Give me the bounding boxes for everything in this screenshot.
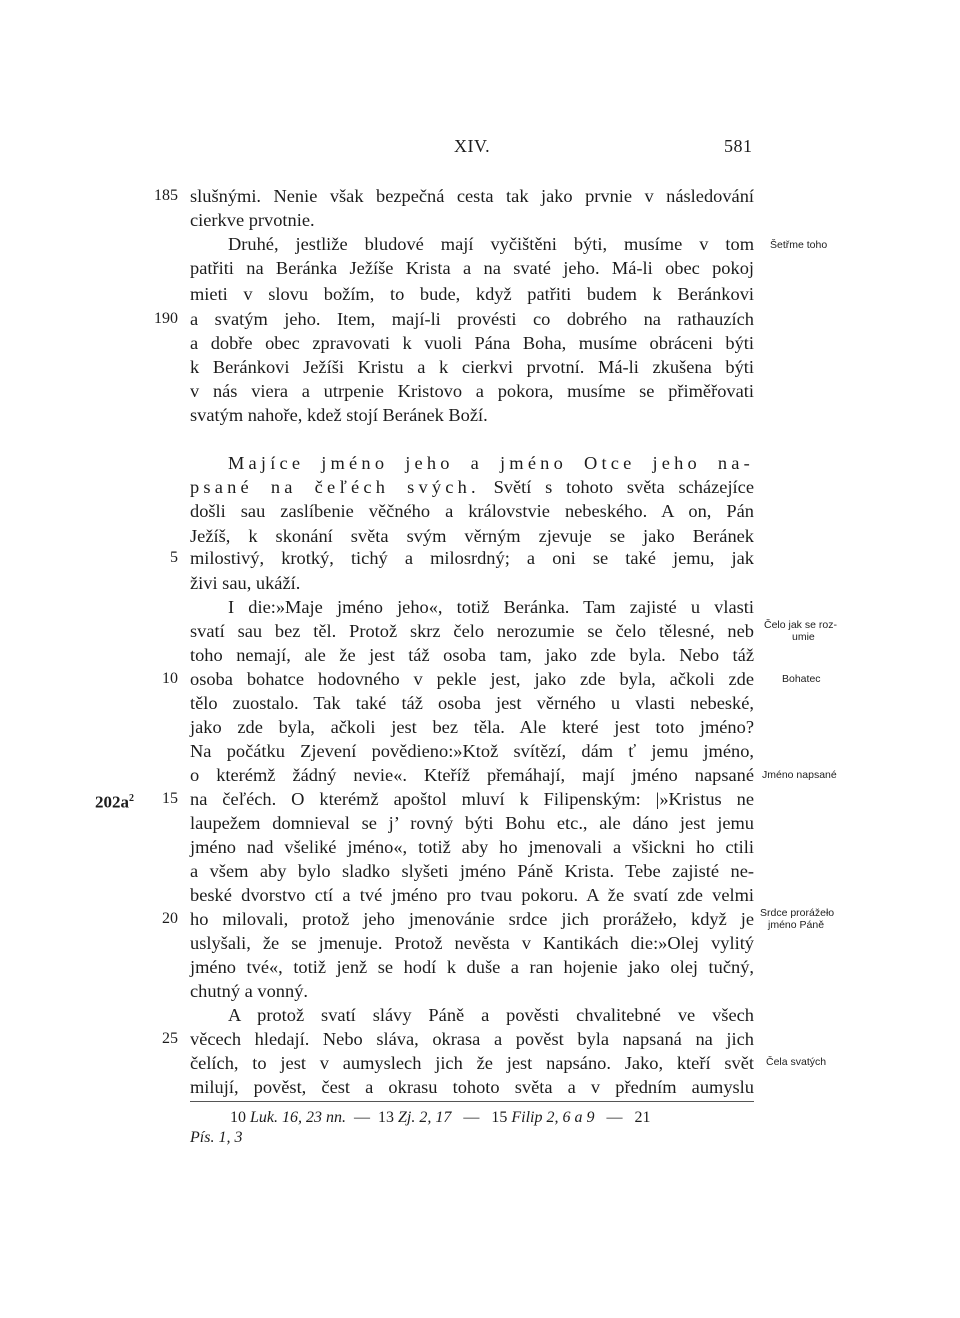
footnote-separator: — <box>354 1109 370 1126</box>
text-line: Na počátku Zjevení povědieno:»Ktož svítězí, dám ť jemu jméno, <box>190 741 754 761</box>
folio-text: 202a <box>95 792 129 812</box>
line-number: 15 <box>162 790 178 807</box>
text-line <box>190 477 754 497</box>
footnote-number: 10 <box>230 1109 246 1126</box>
text-line: jméno nad všeliké jméno«, totiž aby ho jmenovali a všickni ho ctili <box>190 837 754 857</box>
text-line: toho nemají, ale že jest táž osoba tam, jako zde byla. Nebo táž <box>190 645 754 665</box>
line-number: 20 <box>162 910 178 927</box>
margin-note: umie <box>792 631 815 643</box>
footnote-line <box>190 1128 242 1148</box>
footnote-reference: Zj. 2, 17 <box>398 1109 452 1126</box>
line-number: 190 <box>154 310 178 327</box>
line-number: 10 <box>162 670 178 687</box>
text-line: svatí sau bez těl. Protož skrz čelo nerozumie se čelo tělesné, neb <box>190 621 754 641</box>
footnote-separator: — <box>463 1109 480 1126</box>
footnote-number: 21 <box>634 1109 651 1126</box>
text-line: na čeľéch. O kterémž apoštol mluví k Filipenským: |»Kristus ne <box>190 789 754 809</box>
footnote-number: 15 <box>491 1109 508 1126</box>
text-line: tělo zuostalo. Tak také táž osoba jest věrného u vlasti nebeské, <box>190 693 754 713</box>
text-line: patřiti na Beránka Ježíše Krista a na svaté jeho. Má-li obec pokoj <box>190 258 754 278</box>
text-line: milují, pověst, čest a okrasu tohoto světa a v předním aumyslu <box>190 1077 754 1097</box>
text-line: chutný a vonný. <box>190 981 308 1001</box>
text-line: cierkve prvotnie. <box>190 210 315 230</box>
folio-marker <box>95 789 134 813</box>
text-line: svatým nahoře, kdež stojí Beránek Boží. <box>190 405 488 425</box>
folio-superscript: 2 <box>129 793 134 804</box>
text-line: Ježíš, k skonání světa svým věrným zjevuje se jako Beránek <box>190 526 754 546</box>
text-line: k Beránkovi Ježíši Kristu a k cierkvi prvotní. Má-li zkušena býti <box>190 357 754 377</box>
text-line: osoba bohatce hodovného v pekle jest, jako zde byla, ačkoli zde <box>190 669 754 689</box>
text-line: živi sau, ukáží. <box>190 573 301 593</box>
text-line: jako zde byla, ačkoli jest bez těla. Ale které jest toto jméno? <box>190 717 754 737</box>
text-line: a všem aby bylo sladko slyšeti jméno Páně Krista. Tebe zajisté ne- <box>190 861 754 881</box>
spaced-lemma: psané na čeľéch svých. <box>190 477 480 497</box>
text-line: ho milovali, protož jeho jmenovánie srdce jich prorážeło, když je <box>190 909 754 929</box>
footnote-number: 13 <box>378 1109 394 1126</box>
text-line: a svatým jeho. Item, mají-li provésti co dobrého na rathauzích <box>190 309 754 329</box>
text-line: beské dvorstvo ctí a tvé jméno pro tvau pokoru. A že svatí zde velmi <box>190 885 754 905</box>
text-line: v nás viera a utrpenie Kristovo a pokora, musíme se přiměřovati <box>190 381 754 401</box>
text-line: uslyšali, že se jmenuje. Protož nevěsta v Kantikách die:»Olej vylitý <box>190 933 754 953</box>
text-line: čelích, to jest v aumyslech jich že jest napsáno. Jako, kteří svět <box>190 1053 754 1073</box>
margin-note: Jméno napsané <box>762 769 837 781</box>
text-line: A protož svatí slávy Páně a pověsti chvalitebné ve všech <box>228 1005 754 1025</box>
text-line: mieti v slovu božím, to bude, když patřiti budem k Beránkovi <box>190 284 754 304</box>
text-line: laupežem domnieval se j’ rovný býti Bohu etc., ale dáno jest jemu <box>190 813 754 833</box>
text-line: Druhé, jestliže bludové mají vyčištěni býti, musíme v tom <box>228 234 754 254</box>
text-fragment: Světí s tohoto světa scházejíce <box>479 477 754 497</box>
footnote-reference: Filip 2, 6 a 9 <box>511 1109 595 1126</box>
margin-note: Šetřme toho <box>770 239 828 251</box>
footnote-reference: Pís. 1, 3 <box>190 1129 243 1146</box>
margin-note: Čela svatých <box>766 1056 827 1068</box>
text-line: slušnými. Nenie však bezpečná cesta tak jako prvnie v následování <box>190 186 754 206</box>
running-head: XIV. <box>454 136 491 156</box>
text-line: věcech hledají. Nebo sláva, okrasa a pověst byla napsaná na jich <box>190 1029 754 1049</box>
text-line: milostivý, krotký, tichý a milosrdný; a oni se také jemu, jak <box>190 548 754 568</box>
line-number: 5 <box>170 549 178 566</box>
footnote-rule <box>190 1101 754 1102</box>
text-line: jméno tvé«, totiž jenž se hodí k duše a ran hojenie jako olej tučný, <box>190 957 754 977</box>
text-line: a dobře obec zpravovati k vuoli Pána Boha, musíme obráceni býti <box>190 333 754 353</box>
footnote-separator: — <box>606 1109 623 1126</box>
page-number: 581 <box>724 136 753 156</box>
footnote-reference: Luk. 16, 23 nn. <box>250 1109 346 1126</box>
margin-note: Čelo jak se roz- <box>764 619 837 631</box>
text-line: o kterémž žádný nevie«. Kteříž přemáhají, mají jméno napsané <box>190 765 754 785</box>
footnote-line <box>230 1108 650 1128</box>
spaced-lemma-line: Majíce jméno jeho a jméno Otce jeho na- <box>228 453 754 473</box>
line-number: 185 <box>154 187 178 204</box>
margin-note: Srdce prorážeło <box>760 907 835 919</box>
text-line: I die:»Maje jméno jeho«, totiž Beránka. Tam zajisté u vlasti <box>228 597 754 617</box>
line-number: 25 <box>162 1030 178 1047</box>
margin-note: jméno Páně <box>768 919 825 931</box>
margin-note: Bohatec <box>782 673 821 685</box>
text-line: došli sau zaslíbenie věčného a královstvie nebeského. A on, Pán <box>190 501 754 521</box>
